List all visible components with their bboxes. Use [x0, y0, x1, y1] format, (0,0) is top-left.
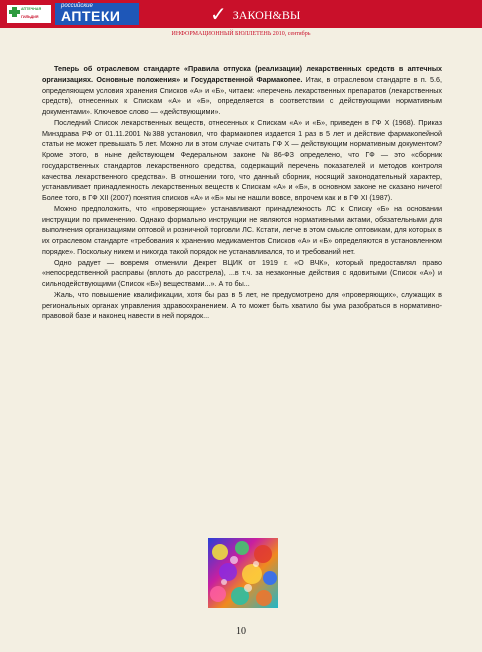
article-body — [42, 64, 442, 322]
logo-small-bottom: ГИЛЬДИЯ — [21, 15, 39, 19]
checkmark-icon: ✓ — [210, 4, 227, 26]
article-paragraph — [42, 64, 442, 118]
decorative-artwork-image — [208, 538, 278, 608]
page-header — [0, 0, 482, 28]
logo-wordmark — [55, 3, 139, 25]
cross-icon-bar — [9, 10, 20, 14]
logo-small-top: АПТЕЧНАЯ — [21, 7, 42, 11]
pharmacy-cross-logo — [7, 5, 51, 23]
article-paragraph: Жаль, что повышение квалификации, хотя бы раз в 5 лет, не предусмотрено для «проверяющих», служащих в региональных органах управления здравоохранением. А то может быть хватило бы ума разобраться в нормативно-правовой базе и наконец навести в ней порядок... — [42, 289, 442, 321]
paragraph-text: Итак, в отраслевом стандарте в п. 5.6, определяющем условия хранения Списков «А» и «Б», читаем: «перечень лекарственных препаратов (лекарственных средств), отнесенных к Спискам «А» и «Б», определяется в соответствии с действующими нормативным документами». Ключевое слово — «действующими». — [42, 74, 442, 116]
publication-logo — [5, 3, 137, 25]
article-paragraph: Одно радует — вовремя отменили Декрет ВЦИК от 1919 г. «О ВЧК», который предоставлял право «непосредственной расправы (вплоть до расстрела), ...в т.ч. за незаконные действия с ядовитыми (Список «А») и сильнодействующими (Список «Б») веществами...». А то бы... — [42, 257, 442, 288]
section-title-text: ЗАКОН&ВЫ — [232, 8, 301, 22]
page-number: 10 — [236, 626, 246, 637]
bulletin-subtitle: ИНФОРМАЦИОННЫЙ БЮЛЛЕТЕНЬ 2010, сентябрь — [171, 31, 311, 37]
article-paragraph: Можно предположить, что «проверяющие» устанавливают принадлежность ЛС к Списку «Б» на основании инструкции по применению. Однако формально инструкции не являются нормативными актами, обязательными для выполнения организациями оптовой и розничной торговли ЛС. Кстати, легче в этом смысле оптовикам, для которых в их отраслевом стандарте «требования к хранению медикаментов Списков «А» и «Б» определяются в установленном порядке». Поскольку никем и никогда такой порядок не устанавливался, то и требований нет. — [42, 203, 442, 256]
section-title — [210, 4, 300, 26]
article-paragraph: Последний Список лекарственных веществ, отнесенных к Спискам «А» и «Б», приведен в ГФ X (1968). Приказ Минздрава РФ от 01.11.2001 №388 установил, что фармакопея издается 1 раз в 5 лет и действие фармакопейной статьи не может превышать 5 лет. Можно ли в этом случае считать ГФ X — действующим нормативным документом? Кроме этого, в ныне действующем Федеральном законе №86-ФЗ определено, что ГФ — это «сборник государственных стандартов лекарственного средства, содержащий перечень показателей и методов контроля качества лекарственного средства». В отношении того, что данный сборник, носящий законодательный характер, устанавливает принадлежность лекарственных веществ к Спискам «А» и «Б», в основном законе не сказано ничего! Более того, в ГФ XII (2007) понятия списков «А» и «Б» мы не нашли вовсе, впрочем как и в ГФ XI (1987). — [42, 117, 442, 202]
logo-word-top: российские — [61, 3, 93, 9]
logo-word-main: АПТЕКИ — [61, 8, 121, 24]
paragraph-lead-bold: Теперь об отраслевом стандарте «Правила отпуска (реализации) лекарственных средств в аптечных организациях. Основные положения» и Государственной Фармакопее. — [42, 64, 442, 84]
